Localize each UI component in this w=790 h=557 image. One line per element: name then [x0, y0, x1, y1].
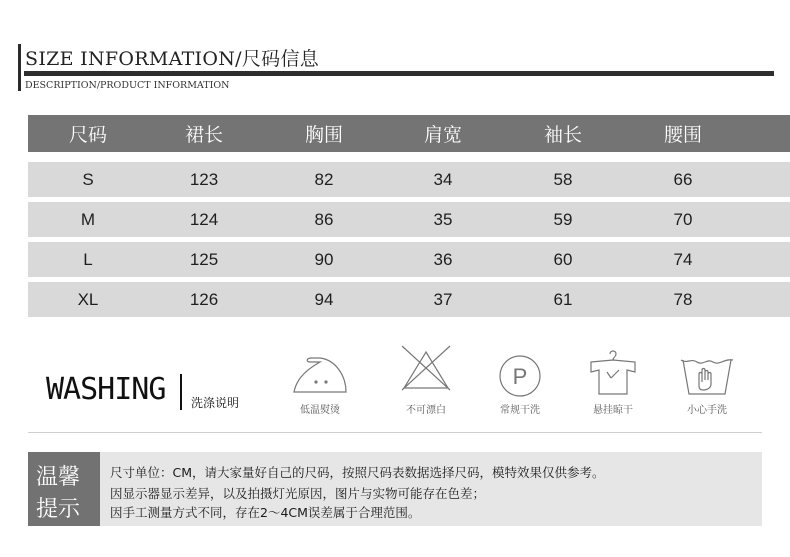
table-cell: 66 [673, 169, 693, 189]
hang-dry-icon [583, 348, 643, 396]
table-cell: 70 [673, 209, 693, 229]
table-cell: 36 [433, 249, 453, 269]
table-cell: 86 [314, 209, 334, 229]
section-divider [28, 432, 762, 433]
table-cell: 94 [314, 289, 334, 309]
table-cell: 60 [553, 249, 573, 269]
care-label: 不可漂白 [406, 405, 446, 416]
size-table-header [28, 115, 790, 152]
care-label: 悬挂晾干 [593, 405, 633, 416]
table-cell: M [80, 209, 96, 229]
section-subtitle: DESCRIPTION/PRODUCT INFORMATION [25, 80, 230, 91]
section-title: SIZE INFORMATION/尺码信息 [25, 48, 320, 70]
table-cell: 59 [553, 209, 573, 229]
column-header-sleeve: 袖长 [543, 124, 582, 146]
tips-line: 因显示器显示差异，以及拍摄灯光原因，图片与实物可能存在色差； [110, 486, 486, 501]
table-cell: L [83, 249, 93, 269]
table-cell: 90 [314, 249, 334, 269]
tips-line: 因手工测量方式不同，存在2～4CM误差属于合理范围。 [110, 505, 421, 520]
table-row [28, 282, 790, 317]
care-label: 小心手洗 [687, 405, 727, 416]
washing-subtitle: 洗涤说明 [191, 396, 240, 410]
no-bleach-icon [396, 344, 456, 392]
header-rule [24, 71, 774, 76]
tips-tag-line2: 提示 [36, 497, 81, 522]
svg-text:P: P [512, 364, 528, 389]
washing-divider-bar [180, 374, 182, 410]
table-cell: S [82, 169, 94, 189]
table-cell: 82 [314, 169, 334, 189]
table-cell: 35 [433, 209, 453, 229]
table-cell: 78 [673, 289, 693, 309]
table-cell: XL [77, 289, 99, 309]
table-row [28, 162, 790, 197]
table-cell: 124 [189, 209, 219, 229]
tips-line: 尺寸单位：CM，请大家量好自己的尺码，按照尺码表数据选择尺码，模特效果仅供参考。 [110, 465, 605, 480]
table-cell: 74 [673, 249, 693, 269]
dry-clean-p-icon [490, 352, 550, 400]
tips-tag-line1: 温馨 [36, 465, 81, 490]
care-label: 常规干洗 [500, 405, 540, 416]
care-label: 低温熨烫 [300, 405, 340, 416]
table-cell: 125 [189, 249, 219, 269]
low-temp-iron-icon [290, 350, 350, 398]
column-header-shoulder: 肩宽 [423, 124, 462, 146]
table-cell: 58 [553, 169, 573, 189]
tips-tag [28, 452, 100, 526]
column-header-dress-length: 裙长 [184, 124, 223, 146]
header-accent-bar [18, 44, 21, 91]
table-cell: 123 [189, 169, 219, 189]
column-header-size: 尺码 [68, 124, 107, 146]
column-header-waist: 腰围 [663, 124, 702, 146]
table-cell: 61 [553, 289, 573, 309]
column-header-bust: 胸围 [304, 124, 343, 146]
table-row [28, 202, 790, 237]
hand-wash-icon [677, 350, 737, 398]
table-cell: 37 [433, 289, 453, 309]
washing-title: WASHING [46, 372, 166, 407]
table-cell: 126 [189, 289, 219, 309]
table-row [28, 242, 790, 277]
table-cell: 34 [433, 169, 453, 189]
